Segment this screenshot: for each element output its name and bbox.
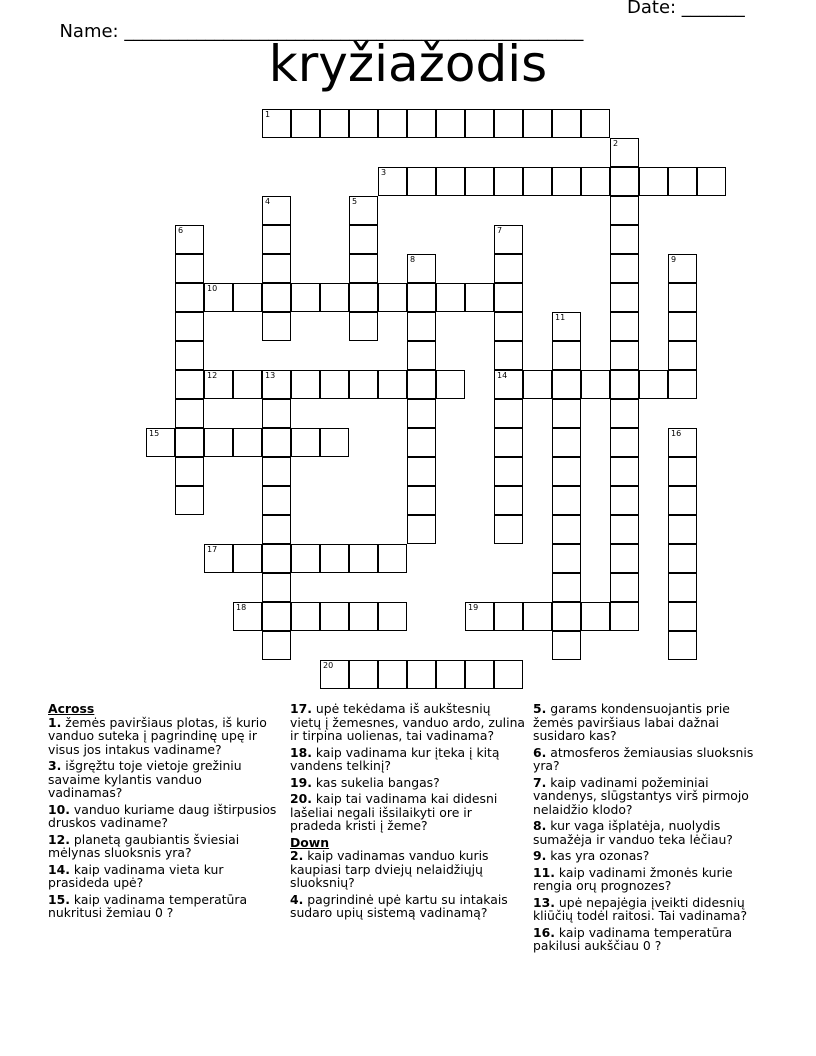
clue-item-number: 2. [290,848,304,863]
clue-item [48,833,280,860]
clue-number: 20 [323,661,334,670]
grid-cell[interactable] [175,254,204,283]
clue-item-number: 17. [290,701,312,716]
grid-cell[interactable] [262,486,291,515]
clue-item-number: 15. [48,891,70,907]
grid-cell[interactable] [262,312,291,341]
grid-cell[interactable] [523,109,552,138]
grid-cell[interactable] [262,631,291,660]
grid-cell[interactable] [320,283,349,312]
clue-item-number: 9. [533,848,547,863]
grid-cell[interactable] [436,370,465,399]
clue-number: 15 [149,429,160,438]
across-clue-list [48,716,280,920]
grid-cell[interactable] [668,312,697,341]
clue-item-number: 8. [533,818,547,833]
clue-number: 19 [468,603,479,612]
grid-cell[interactable] [610,486,639,515]
grid-cell[interactable] [523,167,552,196]
clue-item [48,716,280,757]
grid-cell[interactable] [610,225,639,254]
grid-cell[interactable] [349,283,378,312]
clue-item-number: 11. [533,864,555,880]
grid-cell[interactable] [262,399,291,428]
name-line[interactable]: Name: ___________________________________________________ [59,21,584,42]
grid-cell[interactable] [349,312,378,341]
clue-item [48,803,280,830]
clue-item [290,776,525,790]
clue-item [48,759,280,800]
clue-item-number: 16. [533,924,555,940]
clue-item-text: planetą gaubiantis šviesiai mėlynas sluoksnis yra? [48,831,240,860]
grid-cell[interactable] [610,428,639,457]
grid-cell[interactable] [494,370,523,399]
grid-cell[interactable] [436,283,465,312]
grid-cell[interactable] [407,515,436,544]
grid-cell[interactable] [349,254,378,283]
grid-cell[interactable] [552,573,581,602]
clue-number: 13 [265,371,276,380]
clue-item-text: kas sukelia bangas? [311,774,440,790]
grid-cell[interactable] [494,399,523,428]
grid-cell[interactable] [668,544,697,573]
grid-cell[interactable] [494,254,523,283]
clue-item [533,746,768,773]
clue-item-number: 10. [48,801,70,817]
grid-cell[interactable] [436,167,465,196]
grid-cell[interactable] [175,428,204,457]
grid-cell[interactable] [668,341,697,370]
grid-cell[interactable] [262,225,291,254]
clue-number: 5 [352,197,358,206]
grid-cell[interactable] [407,254,436,283]
grid-cell[interactable] [668,370,697,399]
clue-item-number: 3. [48,758,62,773]
grid-cell[interactable] [465,109,494,138]
grid-cell[interactable] [262,573,291,602]
grid-cell[interactable] [668,457,697,486]
clue-item-number: 13. [533,894,555,910]
clue-number: 12 [207,371,218,380]
clue-item [290,792,525,833]
grid-cell[interactable] [610,457,639,486]
grid-cell[interactable] [581,602,610,631]
clue-item [290,849,525,890]
grid-cell[interactable] [204,544,233,573]
grid-cell[interactable] [378,660,407,689]
clue-item-text: kaip vadinami požeminiai vandenys, slūgstantys virš pirmojo nelaidžio klodo? [533,774,749,817]
clue-number: 2 [613,139,619,148]
clue-item-text: kaip vadinama vieta kur prasideda upė? [48,861,224,890]
grid-cell[interactable] [175,312,204,341]
clue-item-text: upė tekėdama iš aukštesnių vietų į žemesnes, vanduo ardo, zulina ir tirpina uolienas, tai vadinama? [290,701,526,743]
grid-cell[interactable] [552,428,581,457]
clue-item-text: kur vaga išplatėja, nuolydis sumažėja ir vanduo teka lėčiau? [533,818,733,847]
clue-item [290,893,525,920]
clue-item [533,849,768,863]
clue-item-text: vanduo kuriame daug ištirpusios druskos vadiname? [48,801,277,830]
grid-cell[interactable] [233,602,262,631]
clue-item-text: kaip vadinami žmonės kurie rengia orų prognozes? [533,864,733,893]
grid-cell[interactable] [610,573,639,602]
grid-cell[interactable] [668,486,697,515]
grid-cell[interactable] [407,486,436,515]
clue-item [533,866,768,893]
grid-cell[interactable] [494,602,523,631]
grid-cell[interactable] [320,660,349,689]
grid-cell[interactable] [610,312,639,341]
grid-cell[interactable] [407,428,436,457]
grid-cell[interactable] [552,631,581,660]
grid-cell[interactable] [349,660,378,689]
grid-cell[interactable] [175,370,204,399]
grid-cell[interactable] [291,370,320,399]
clue-number: 3 [381,168,387,177]
grid-cell[interactable] [668,167,697,196]
down-clue-list [290,849,525,920]
grid-cell[interactable] [668,428,697,457]
grid-cell[interactable] [465,602,494,631]
clue-item [533,702,768,743]
grid-cell[interactable] [494,428,523,457]
grid-cell[interactable] [552,515,581,544]
grid-cell[interactable] [407,283,436,312]
clue-number: 6 [178,226,184,235]
clue-number: 4 [265,197,271,206]
grid-cell[interactable] [494,515,523,544]
clue-number: 16 [671,429,682,438]
grid-cell[interactable] [262,515,291,544]
grid-cell[interactable] [552,544,581,573]
clue-item [533,896,768,923]
grid-cell[interactable] [262,254,291,283]
clue-item-number: 18. [290,744,312,760]
grid-cell[interactable] [262,544,291,573]
grid-cell[interactable] [407,399,436,428]
grid-cell[interactable] [378,167,407,196]
across-heading: Across [48,701,95,716]
grid-cell[interactable] [639,167,668,196]
grid-cell[interactable] [262,283,291,312]
grid-cell[interactable] [233,544,262,573]
clue-item-number: 20. [290,791,312,806]
grid-cell[interactable] [407,167,436,196]
grid-cell[interactable] [262,370,291,399]
grid-cell[interactable] [494,341,523,370]
grid-cell[interactable] [378,283,407,312]
grid-cell[interactable] [204,428,233,457]
grid-cell[interactable] [668,283,697,312]
grid-cell[interactable] [175,399,204,428]
clue-item [48,893,280,920]
grid-cell[interactable] [262,109,291,138]
clue-number: 18 [236,603,247,612]
clue-item-text: žemės paviršiaus plotas, iš kurio vanduo suteka į pagrindinę upę ir visus jos intakus vadiname? [48,714,267,757]
clue-item-number: 12. [48,831,70,847]
grid-cell[interactable] [494,167,523,196]
grid-cell[interactable] [668,631,697,660]
grid-cell[interactable] [610,399,639,428]
grid-cell[interactable] [320,109,349,138]
down-clue-list-continued [533,702,768,953]
clue-item-number: 4. [290,891,304,907]
grid-cell[interactable] [378,370,407,399]
grid-cell[interactable] [668,515,697,544]
grid-cell[interactable] [146,428,175,457]
clue-number: 10 [207,284,218,293]
grid-cell[interactable] [552,399,581,428]
grid-cell[interactable] [378,109,407,138]
grid-cell[interactable] [320,544,349,573]
grid-cell[interactable] [320,428,349,457]
grid-cell[interactable] [610,341,639,370]
grid-cell[interactable] [175,486,204,515]
grid-cell[interactable] [523,370,552,399]
down-heading: Down [290,834,330,850]
page-title: kryžiažodis [268,35,548,93]
clue-item-number: 7. [533,774,547,790]
grid-cell[interactable] [581,109,610,138]
clue-item-number: 6. [533,744,547,760]
clue-number: 8 [410,255,416,264]
grid-cell[interactable] [233,283,262,312]
clue-item-text: pagrindinė upė kartu su intakais sudaro upių sistemą vadinamą? [290,891,508,920]
grid-cell[interactable] [494,457,523,486]
clues-column-1 [48,702,280,923]
grid-cell[interactable] [349,370,378,399]
grid-cell[interactable] [175,225,204,254]
grid-cell[interactable] [552,312,581,341]
grid-cell[interactable] [552,602,581,631]
grid-cell[interactable] [436,109,465,138]
grid-cell[interactable] [262,196,291,225]
grid-cell[interactable] [697,167,726,196]
grid-cell[interactable] [175,283,204,312]
clue-item-number: 14. [48,861,70,877]
grid-cell[interactable] [407,312,436,341]
grid-cell[interactable] [262,602,291,631]
grid-cell[interactable] [407,457,436,486]
clue-number: 9 [671,255,677,264]
grid-cell[interactable] [610,602,639,631]
grid-cell[interactable] [494,660,523,689]
clue-item-text: kas yra ozonas? [546,848,650,863]
grid-cell[interactable] [552,167,581,196]
grid-cell[interactable] [465,660,494,689]
grid-cell[interactable] [407,341,436,370]
grid-cell[interactable] [320,602,349,631]
grid-cell[interactable] [378,544,407,573]
clue-number: 11 [555,313,566,322]
grid-cell[interactable] [610,254,639,283]
grid-cell[interactable] [494,486,523,515]
grid-cell[interactable] [552,457,581,486]
grid-cell[interactable] [291,109,320,138]
grid-cell[interactable] [610,544,639,573]
grid-cell[interactable] [465,283,494,312]
grid-cell[interactable] [233,370,262,399]
grid-cell[interactable] [349,602,378,631]
grid-cell[interactable] [610,515,639,544]
grid-cell[interactable] [552,486,581,515]
grid-cell[interactable] [262,428,291,457]
grid-cell[interactable] [494,109,523,138]
grid-cell[interactable] [523,602,552,631]
grid-cell[interactable] [581,167,610,196]
grid-cell[interactable] [378,602,407,631]
grid-cell[interactable] [291,544,320,573]
grid-cell[interactable] [610,370,639,399]
grid-cell[interactable] [668,602,697,631]
clue-item-text: upė nepajėgia įveikti didesnių kliūčių todėl raitosi. Tai vadinama? [533,894,748,923]
clue-item-text: garams kondensuojantis prie žemės paviršiaus labai dažnai susidaro kas? [533,701,730,743]
grid-cell[interactable] [204,283,233,312]
grid-cell[interactable] [407,109,436,138]
clue-item [533,926,768,953]
grid-cell[interactable] [552,370,581,399]
clue-item-text: išgręžtu toje vietoje grežiniu savaime kylantis vanduo vadinamas? [48,758,242,800]
grid-cell[interactable] [349,196,378,225]
grid-cell[interactable] [262,457,291,486]
grid-cell[interactable] [494,312,523,341]
grid-cell[interactable] [349,544,378,573]
grid-cell[interactable] [349,109,378,138]
grid-cell[interactable] [291,428,320,457]
grid-cell[interactable] [494,283,523,312]
grid-cell[interactable] [175,341,204,370]
grid-cell[interactable] [610,283,639,312]
grid-cell[interactable] [581,370,610,399]
clue-item-text: kaip vadinama kur įteka į kitą vandens telkinį? [290,744,500,773]
clue-number: 7 [497,226,503,235]
grid-cell[interactable] [610,138,639,167]
grid-cell[interactable] [610,196,639,225]
clue-item-text: kaip vadinamas vanduo kuris kaupiasi tarp dviejų nelaidžiųjų sluoksnių? [290,848,489,890]
grid-cell[interactable] [552,109,581,138]
clue-number: 1 [265,110,271,119]
grid-cell[interactable] [465,167,494,196]
grid-cell[interactable] [291,283,320,312]
clue-item-number: 5. [533,701,547,716]
clue-item-text: kaip vadinama temperatūra nukritusi žemiau 0 ? [48,891,248,920]
across-clue-list-continued [290,702,525,833]
clue-item-number: 1. [48,714,62,730]
clue-item [290,702,525,743]
grid-cell[interactable] [436,660,465,689]
date-line[interactable]: Date: _______ [627,0,745,18]
grid-cell[interactable] [291,602,320,631]
clue-number: 14 [497,371,508,380]
grid-cell[interactable] [668,254,697,283]
clue-item [533,819,768,846]
grid-cell[interactable] [175,457,204,486]
grid-cell[interactable] [233,428,262,457]
clue-number: 17 [207,545,218,554]
grid-cell[interactable] [407,370,436,399]
clue-item [48,863,280,890]
clue-item [290,746,525,773]
grid-cell[interactable] [668,573,697,602]
grid-cell[interactable] [407,660,436,689]
clue-item-number: 19. [290,774,312,790]
clue-item-text: atmosferos žemiausias sluoksnis yra? [533,744,754,773]
clue-item-text: kaip tai vadinama kai didesni lašeliai negali išsilaikyti ore ir pradeda kristi į žeme? [290,791,498,833]
grid-cell[interactable] [349,225,378,254]
grid-cell[interactable] [639,370,668,399]
grid-cell[interactable] [552,341,581,370]
grid-cell[interactable] [494,225,523,254]
clues-column-2 [290,702,525,923]
grid-cell[interactable] [610,167,639,196]
clue-item [533,776,768,817]
clue-item-text: kaip vadinama temperatūra pakilusi aukščiau 0 ? [533,924,733,953]
grid-cell[interactable] [320,370,349,399]
clues-column-3 [533,702,768,956]
grid-cell[interactable] [204,370,233,399]
